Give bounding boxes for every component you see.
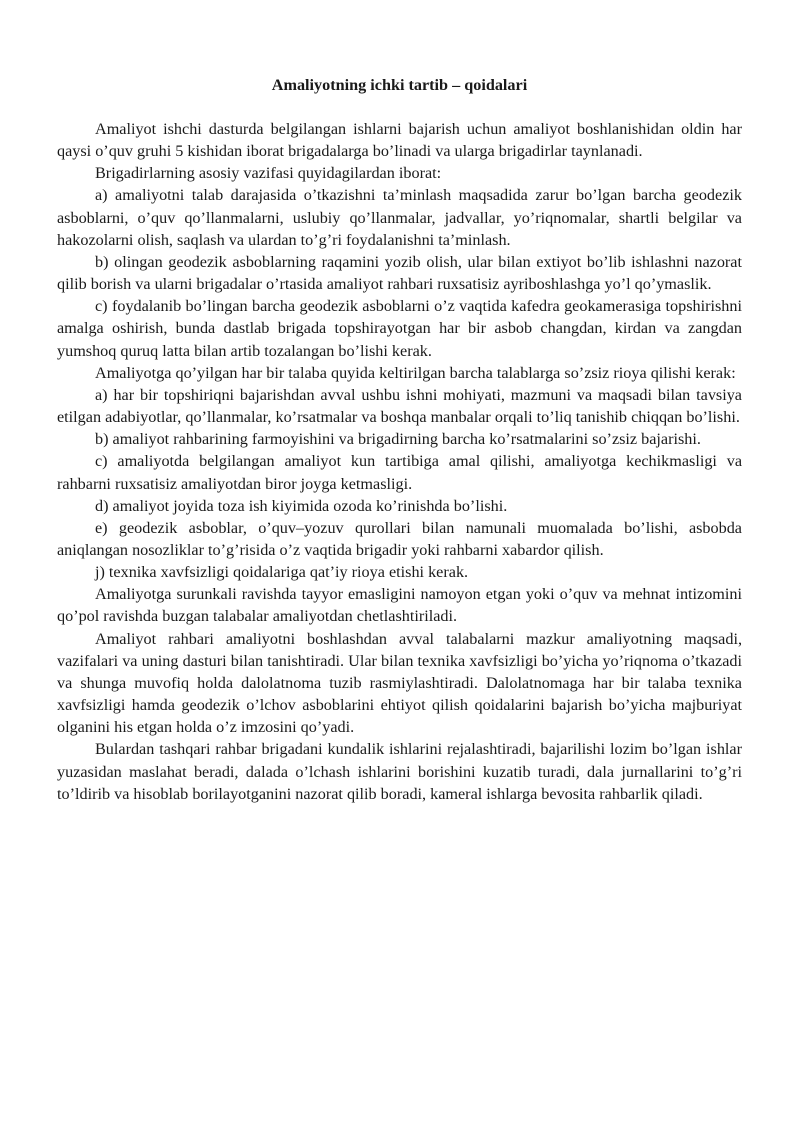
paragraph-requirement-j: j) texnika xavfsizligi qoidalariga qat’iy rioya etishi kerak. bbox=[95, 563, 469, 582]
paragraph-requirement-c: c) amaliyotda belgilangan amaliyot kun tartibiga amal qilishi, amaliyotga kechikmasligi va rahbarni ruxsatisiz amaliyotdan biror joyga ketmasligi. bbox=[57, 452, 742, 493]
paragraph-duty-b: b) olingan geodezik asboblarning raqamini yozib olish, ular bilan extiyot bo’lib ishlashni nazorat qilib borish va ularni brigadalar o’rtasida amaliyot rahbari ruxsatisiz ayriboshlashga yo’l qo’ymaslik. bbox=[57, 252, 742, 294]
paragraph-requirement-d: d) amaliyot joyida toza ish kiyimida ozoda ko’rinishda bo’lishi. bbox=[95, 496, 508, 515]
paragraph-brigadir-duties-heading: Brigadirlarning asosiy vazifasi quyidagilardan iborat: bbox=[95, 164, 442, 183]
paragraph-duty-a: a) amaliyotni talab darajasida o’tkazishni ta’minlash maqsadida zarur bo’lgan barcha geodezik asboblarni, o’quv qo’llanmalarni, uslubiy qo’llanmalar, jadvallar, yo’riqnomalar, shartli belgilar va hakozolarni olish, saqlash va ulardan to’g’ri foydalanishni ta’minlash. bbox=[57, 186, 742, 249]
document-title: Amaliyotning ichki tartib – qoidalari bbox=[271, 76, 528, 94]
paragraph-duty-c: c) foydalanib bo’lingan barcha geodezik asboblarni o’z vaqtida kafedra geokamerasiga topshirishni amalga oshirish, bunda dastlab brigada topshirayotgan har bir asbob changdan, kirdan va zangdan yumshoq quruq latta bilan artib tozalangan bo’lishi kerak. bbox=[57, 297, 742, 360]
paragraph-requirement-e: e) geodezik asboblar, o’quv–yozuv qurollari bilan namunali muomalada bo’lishi, asbobda aniqlangan nosozliklar to’g’risida o’z vaqtida brigadir yoki rahbarni xabardor qilish. bbox=[57, 518, 742, 559]
paragraph-intro: Amaliyot ishchi dasturda belgilangan ishlarni bajarish uchun amaliyot boshlanishidan oldin har qaysi o’quv gruhi 5 kishidan iborat brigadalarga bo’linadi va ularga brigadirlar taynlanadi. bbox=[57, 120, 742, 161]
paragraph-requirement-a: a) har bir topshiriqni bajarishdan avval ushbu ishni mohiyati, mazmuni va maqsadi bilan tavsiya etilgan adabiyotlar, qo’llanmalar, ko’rsatmalar va boshqa manbalar orqali to’liq tanishib chiqqan bo’lishi. bbox=[57, 385, 742, 427]
paragraph-dismissal: Amaliyotga surunkali ravishda tayyor emasligini namoyon etgan yoki o’quv va mehnat intizomini qo’pol ravishda buzgan talabalar amaliyotdan chetlashtiriladi. bbox=[57, 585, 742, 626]
paragraph-safety-briefing: Amaliyot rahbari amaliyotni boshlashdan avval talabalarni mazkur amaliyotning maqsadi, vazifalari va uning dasturi bilan tanishtiradi. Ular bilan texnika xavfsizligi bo’yicha yo’riqnoma o’tkazadi va shunga muvofiq holda dalolatnoma tuzib rasmiylashtiradi. Dalolatnomaga har bir talaba texnika xavfsizligi hamda geodezik o’lchov asboblarini ehtiyot qilish qoidalarini bajarish bo’yicha majburiyat olganini his etgan holda o’z imzosini qo’yadi. bbox=[57, 629, 742, 737]
paragraph-supervisor-duties: Bulardan tashqari rahbar brigadani kundalik ishlarini rejalashtiradi, bajarilishi lozim bo’lgan ishlar yuzasidan maslahat beradi, dalada o’lchash ishlarini borishini kuzatib turadi, dala jurnallarini to’g’ri to’ldirib va hisoblab borilayotganini nazorat qilib boradi, kameral ishlarga bevosita rahbarlik qiladi. bbox=[57, 740, 742, 803]
document-page bbox=[57, 74, 742, 805]
paragraph-student-requirements-heading: Amaliyotga qo’yilgan har bir talaba quyida keltirilgan barcha talablarga so’zsiz rioya qilishi kerak: bbox=[95, 363, 736, 382]
paragraph-requirement-b: b) amaliyot rahbarining farmoyishini va brigadirning barcha ko’rsatmalarini so’zsiz bajarishi. bbox=[95, 430, 701, 449]
